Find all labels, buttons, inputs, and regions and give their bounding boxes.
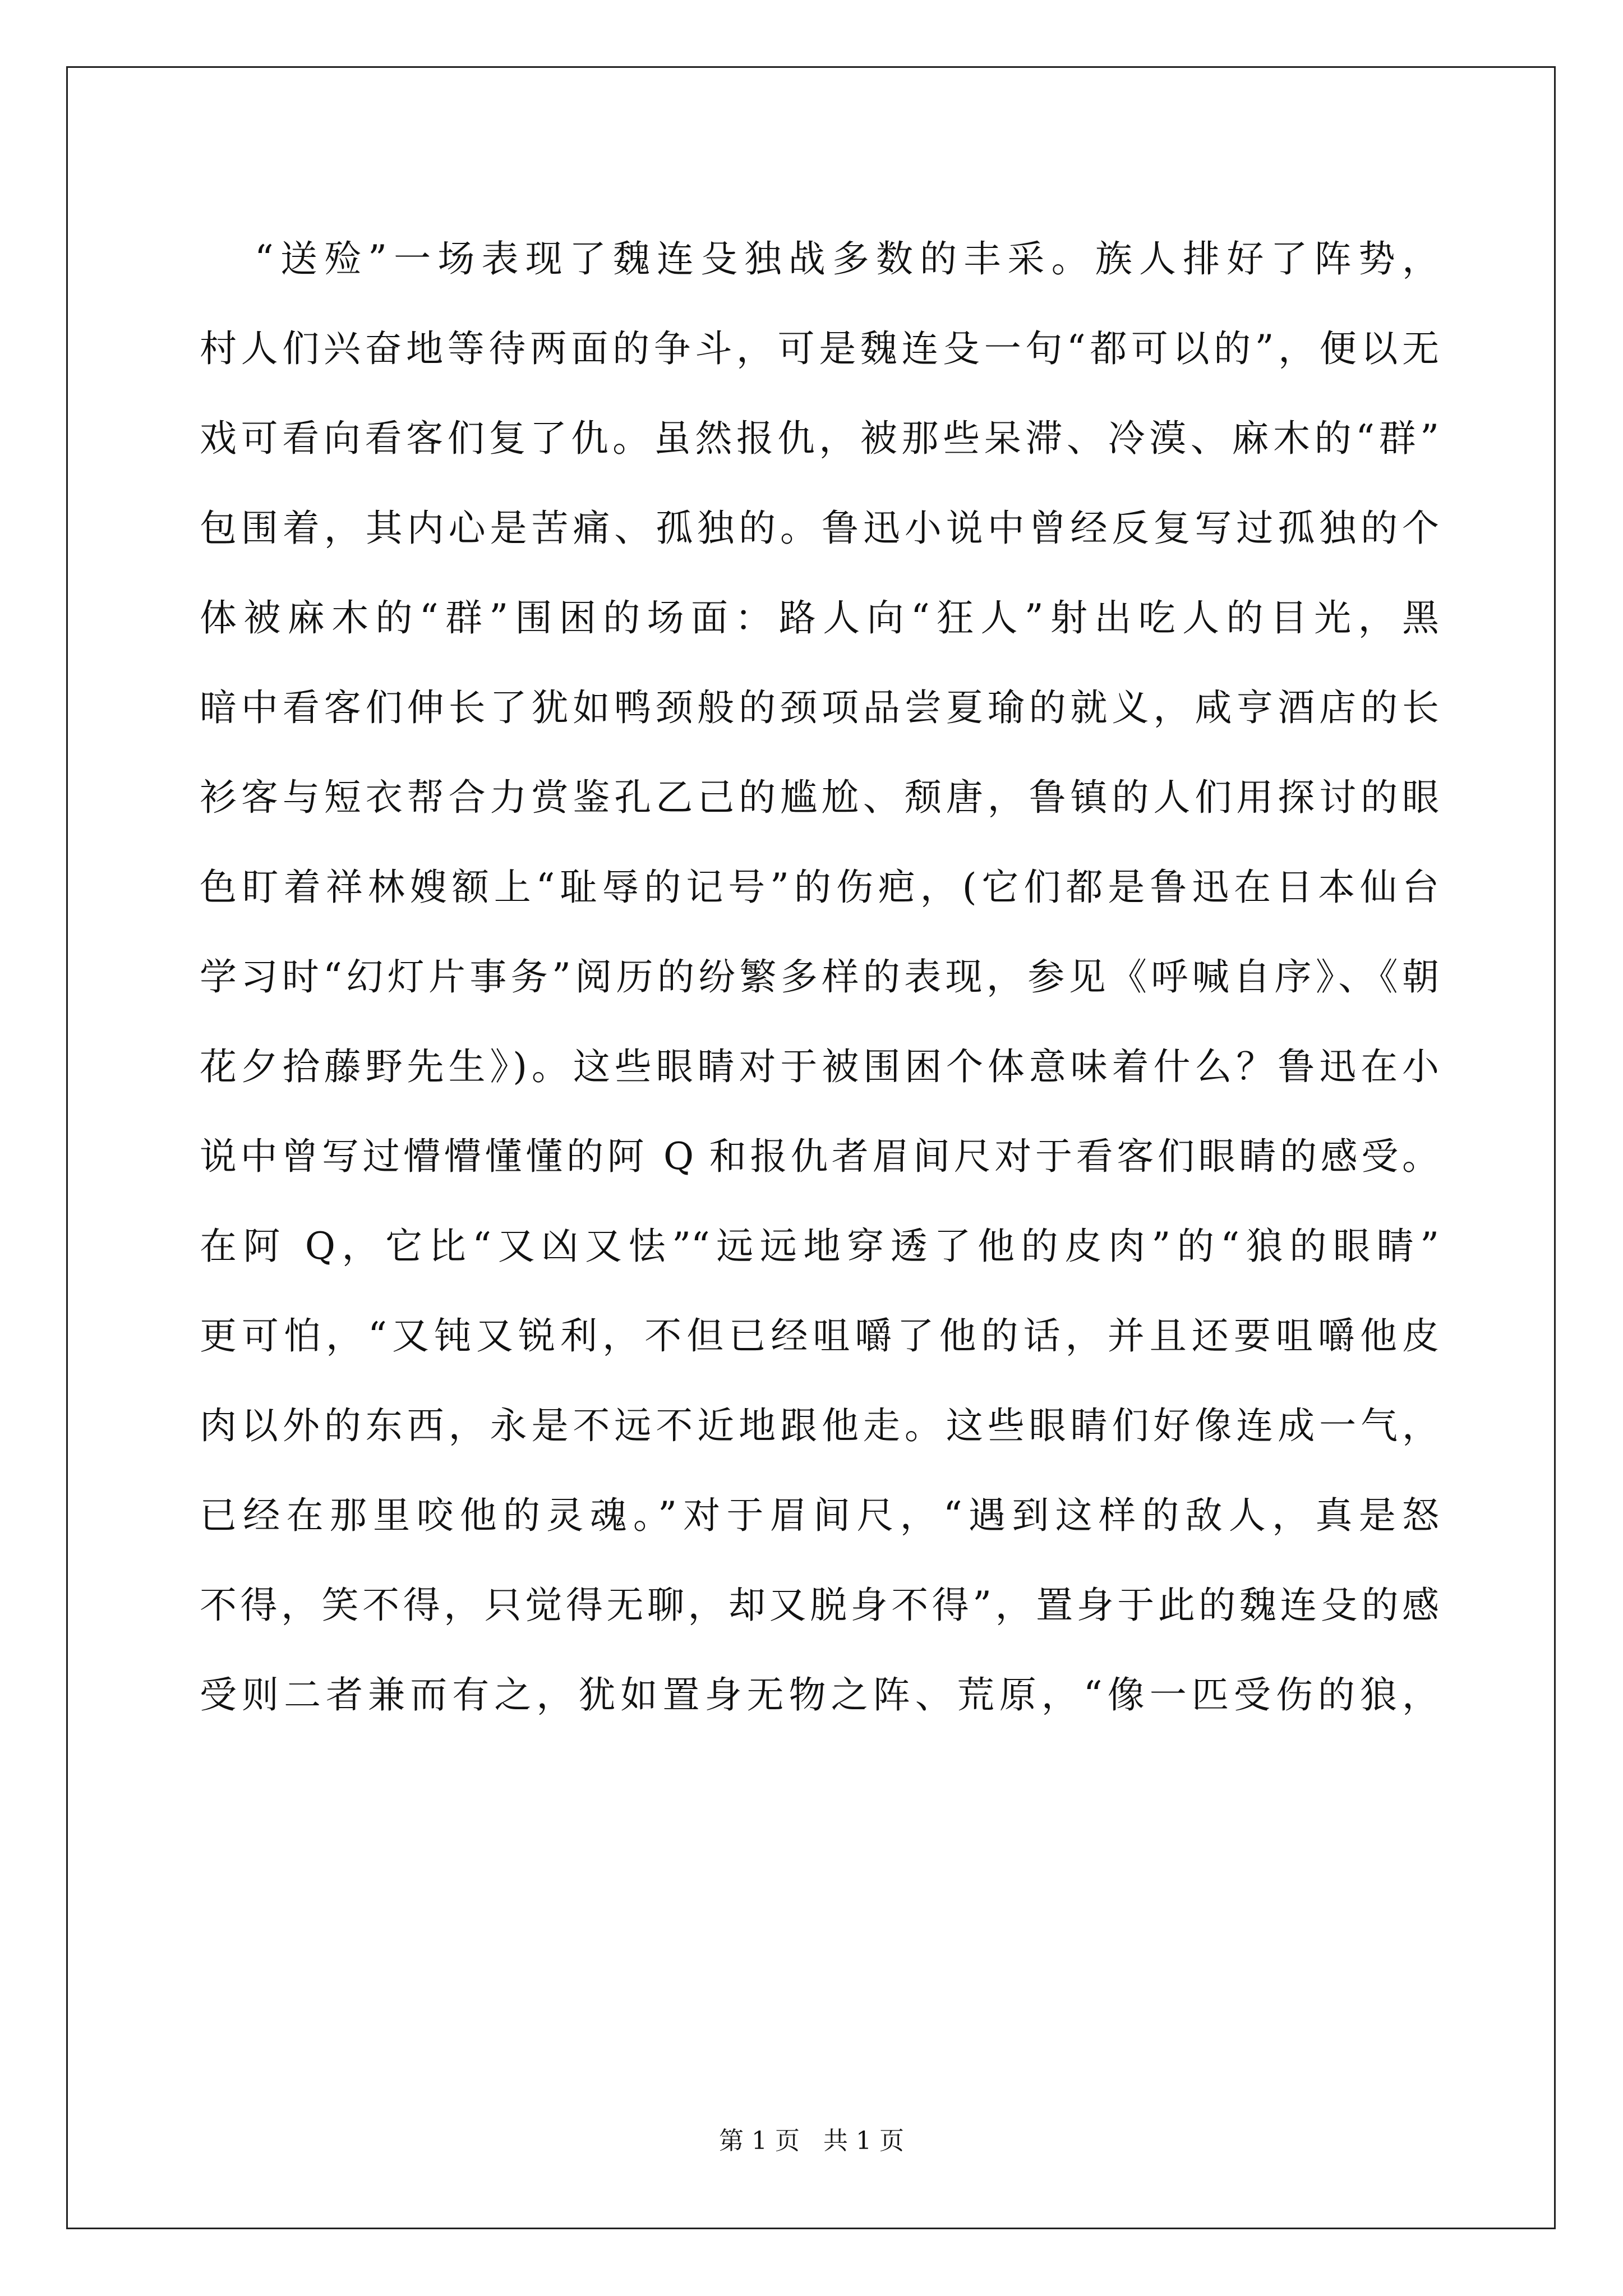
text-line: 已经在那里咬他的灵魂。”对于眉间尺，“遇到这样的敌人，真是怒 [200,1494,1439,1537]
text-line: 衫客与短衣帮合力赏鉴孔乙己的尴尬、颓唐，鲁镇的人们用探讨的眼 [200,776,1439,819]
text-line: 受则二者兼而有之，犹如置身无物之阵、荒原，“像一匹受伤的狼， [200,1673,1439,1717]
text-line: 暗中看客们伸长了犹如鸭颈般的颈项品尝夏瑜的就义，咸亨酒店的长 [200,686,1439,729]
text-line: 说中曾写过懵懵懂懂的阿 Q 和报仇者眉间尺对于看客们眼睛的感受。 [200,1135,1439,1178]
text-line: 更可怕，“又钝又锐利，不但已经咀嚼了他的话，并且还要咀嚼他皮 [200,1314,1439,1358]
page-footer: 第 1 页 共 1 页 [719,2127,904,2155]
text-line: 包围着，其内心是苦痛、孤独的。鲁迅小说中曾经反复写过孤独的个 [200,507,1439,550]
text-line: “送殓”一场表现了魏连殳独战多数的丰采。族人排好了阵势， [255,237,1439,280]
text-line: 村人们兴奋地等待两面的争斗，可是魏连殳一句“都可以的”，便以无 [200,327,1439,370]
text-line: 肉以外的东西，永是不远不近地跟他走。这些眼睛们好像连成一气， [200,1404,1439,1447]
body-text [200,214,1439,1740]
text-line: 色盯着祥林嫂额上“耻辱的记号”的伤疤，(它们都是鲁迅在日本仙台 [200,866,1439,909]
text-line: 体被麻木的“群”围困的场面：路人向“狂人”射出吃人的目光，黑 [200,596,1439,639]
text-line: 不得，笑不得，只觉得无聊，却又脱身不得”，置身于此的魏连殳的感 [200,1584,1439,1627]
text-line: 花夕拾藤野先生》)。这些眼睛对于被围困个体意味着什么？鲁迅在小 [200,1045,1439,1088]
text-line: 在阿 Q，它比“又凶又怯”“远远地穿透了他的皮肉”的“狼的眼睛” [200,1225,1439,1268]
text-line: 学习时“幻灯片事务”阅历的纷繁多样的表现，参见《呼喊自序》、《朝 [200,955,1439,999]
text-line: 戏可看向看客们复了仇。虽然报仇，被那些呆滞、冷漠、麻木的“群” [200,417,1439,460]
